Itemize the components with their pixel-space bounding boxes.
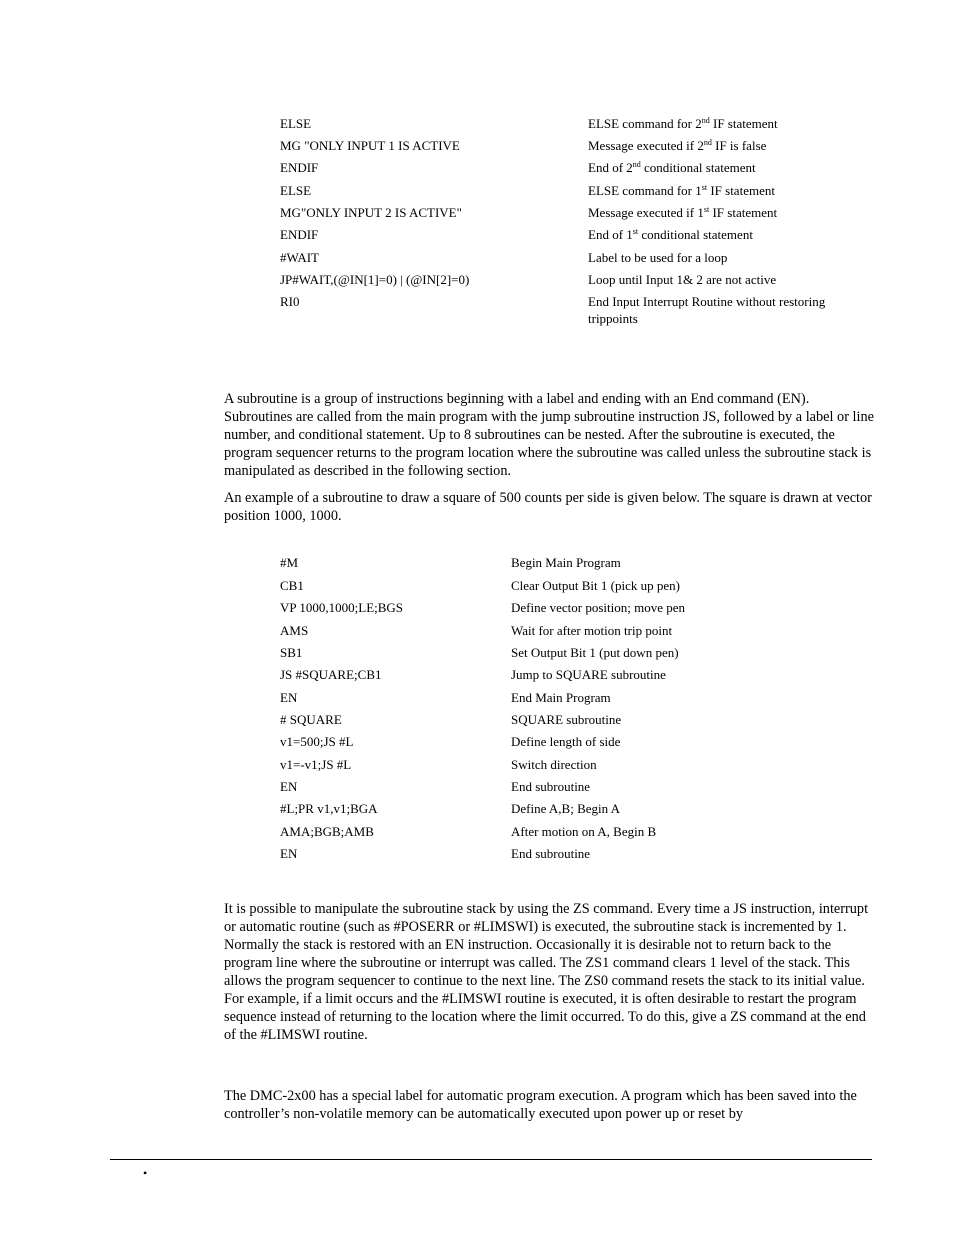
code-comment: Begin Main Program xyxy=(511,555,621,570)
code-line: SB1 xyxy=(280,645,303,660)
code-line: ELSE xyxy=(280,116,312,131)
code-comment: End subroutine xyxy=(511,846,591,861)
code-line: JP#WAIT,(@IN[1]=0) | (@IN[2]=0) xyxy=(280,272,470,287)
code-line: #WAIT xyxy=(280,250,319,265)
code-line: EN xyxy=(280,779,298,794)
code-comment: End subroutine xyxy=(511,779,591,794)
code-comment: Clear Output Bit 1 (pick up pen) xyxy=(511,578,680,593)
code-comment: End Input Interrupt Routine without restoring trippoints xyxy=(588,294,826,326)
code-line: ENDIF xyxy=(280,227,319,242)
code-comment: End Main Program xyxy=(511,690,611,705)
code-line: EN xyxy=(280,846,298,861)
paragraph-subroutine-stack: It is possible to manipulate the subroutine stack by using the ZS command. Every time a JS instruction, interrupt or automatic routine (such as #POSERR or #LIMSWI) is executed, the subroutine stack is incremented by 1. Normally the stack is restored with an EN instruction. Occasionally it is desirable not to return back to the program line where the subroutine or interrupt was called. The ZS1 command clears 1 level of the stack. This allows the program sequencer to continue to the next line. The ZS0 command resets the stack to its initial value. For example, if a limit occurs and the #LIMSWI routine is executed, it is often desirable to restart the program sequence instead of returning to the location where the limit occurred. To do this, give a ZS command at the end of the #LIMSWI routine. xyxy=(224,901,869,1043)
code-comment: Wait for after motion trip point xyxy=(511,623,673,638)
code-line: VP 1000,1000;LE;BGS xyxy=(280,600,404,615)
code-comment: Set Output Bit 1 (put down pen) xyxy=(511,645,679,660)
code-line: EN xyxy=(280,690,298,705)
code-comment: Label to be used for a loop xyxy=(588,250,728,265)
paragraph-subroutine-intro: A subroutine is a group of instructions beginning with a label and ending with an End command (EN). Subroutines are called from the main program with the jump subroutine instruction JS, followed by a label or line number, and conditional statement. Up to 8 subroutines can be nested. After the subroutine is executed, the program sequencer returns to the program location where the subroutine was called unless the subroutine stack is manipulated as described in the following section. xyxy=(224,391,874,479)
code-line: #M xyxy=(280,555,299,570)
code-line: MG "ONLY INPUT 1 IS ACTIVE xyxy=(280,138,460,153)
code-comment: Switch direction xyxy=(511,757,597,772)
code-line: JS #SQUARE;CB1 xyxy=(280,667,382,682)
code-line: RI0 xyxy=(280,294,300,309)
code-comment: End of 2nd conditional statement xyxy=(588,160,756,175)
paragraph-automatic-execution: The DMC-2x00 has a special label for automatic program execution. A program which has been saved into the controller’s non-volatile memory can be automatically executed upon power up or reset by xyxy=(224,1088,857,1122)
code-line: # SQUARE xyxy=(280,712,342,727)
code-line: AMA;BGB;AMB xyxy=(280,824,374,839)
code-line: #L;PR v1,v1;BGA xyxy=(280,801,378,816)
code-comment: End of 1st conditional statement xyxy=(588,227,753,242)
code-line: v1=500;JS #L xyxy=(280,734,354,749)
code-line: ENDIF xyxy=(280,160,319,175)
code-comment: ELSE command for 1st IF statement xyxy=(588,183,775,198)
footer-bullet: • xyxy=(143,1166,148,1180)
paragraph-square-example: An example of a subroutine to draw a square of 500 counts per side is given below. The square is drawn at vector position 1000, 1000. xyxy=(224,490,872,524)
code-comment: Jump to SQUARE subroutine xyxy=(511,667,666,682)
code-line: ELSE xyxy=(280,183,312,198)
code-comment: Message executed if 1st IF statement xyxy=(588,205,778,220)
footer-divider xyxy=(110,1159,872,1160)
code-line: AMS xyxy=(280,623,309,638)
code-comment: Define A,B; Begin A xyxy=(511,801,621,816)
code-line: v1=-v1;JS #L xyxy=(280,757,352,772)
code-line: MG"ONLY INPUT 2 IS ACTIVE" xyxy=(280,205,462,220)
code-comment: After motion on A, Begin B xyxy=(511,824,657,839)
code-comment: Message executed if 2nd IF is false xyxy=(588,138,767,153)
code-line: CB1 xyxy=(280,578,304,593)
code-comment: Define length of side xyxy=(511,734,621,749)
code-comment: Loop until Input 1& 2 are not active xyxy=(588,272,777,287)
code-comment: ELSE command for 2nd IF statement xyxy=(588,116,778,131)
code-comment: SQUARE subroutine xyxy=(511,712,622,727)
code-comment: Define vector position; move pen xyxy=(511,600,686,615)
